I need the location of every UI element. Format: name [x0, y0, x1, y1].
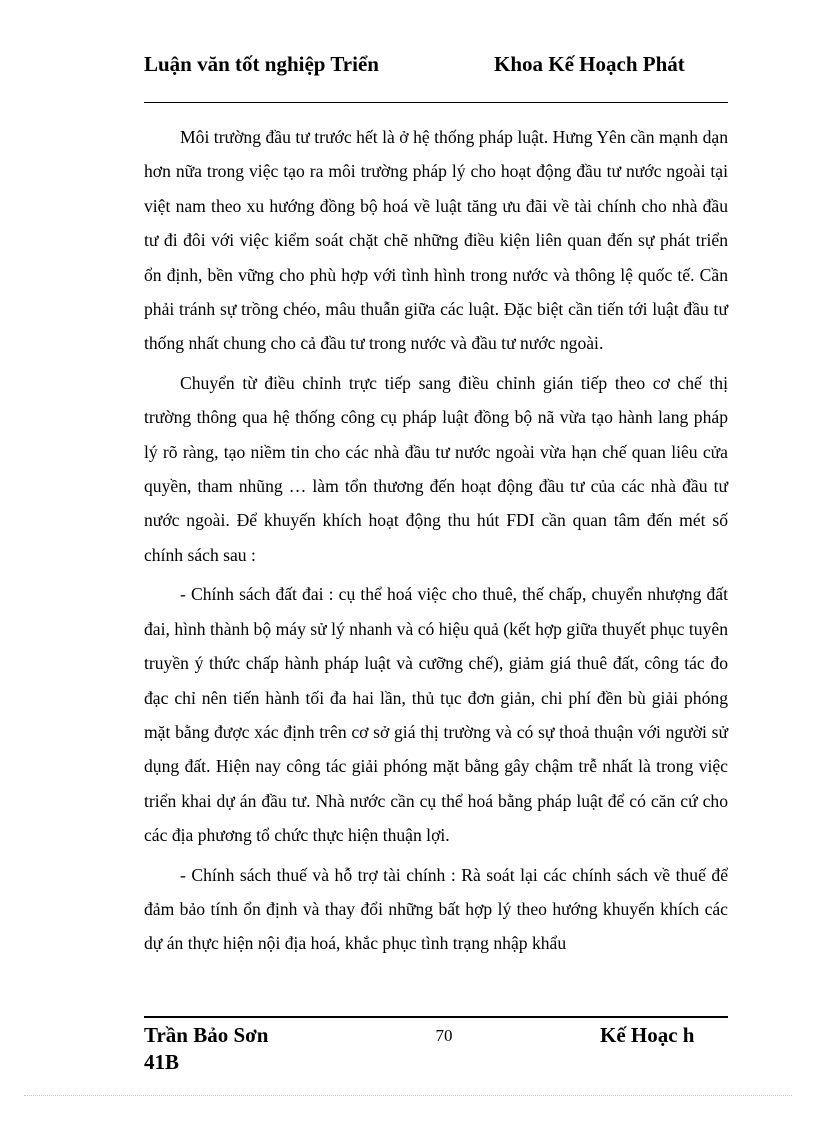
paragraph: Chuyển từ điều chỉnh trực tiếp sang điều chỉnh gián tiếp theo cơ chế thị trường thông qua hệ thống công cụ pháp luật đồng bộ nã vừa tạo hành lang pháp lý rõ ràng, tạo niềm tin cho các nhà đầu tư nước ngoài vừa hạn chế quan liêu cửa quyền, tham nhũng … làm tổn thương đến hoạt động đầu tư của các nhà đầu tư nước ngoài. Để khuyến khích hoạt động thu hút FDI cần quan tâm đến mét số chính sách sau : [144, 372, 728, 565]
footer-author: Trần Bảo Sơn 41B [144, 1023, 269, 1074]
paragraph: - Chính sách đất đai : cụ thể hoá việc cho thuê, thế chấp, chuyển nhượng đất đai, hình thành bộ máy sử lý nhanh và có hiệu quả (kết hợp giữa thuyết phục tuyên truyền ý thức chấp hành pháp luật và cưỡng chế), giảm giá thuê đất, công tác đo đạc chỉ nên tiến hành tối đa hai lần, thủ tục đơn giản, chi phí đền bù giải phóng mặt bằng được xác định trên cơ sở giá thị trường và có sự thoả thuận với người sử dụng đất. Hiện nay công tác giải phóng mặt bằng gây chậm trễ nhất là trong việc triển khai dự án đầu tư. Nhà nước cần cụ thể hoá bằng pháp luật để có căn cứ cho các địa phương tổ chức thực hiện thuận lợi. [144, 584, 728, 846]
footer-major: Kế Hoạc h [600, 1023, 695, 1047]
header-thesis-title: Luận văn tốt nghiệp Triển [144, 52, 379, 76]
paragraph: Môi trường đầu tư trước hết là ở hệ thống pháp luật. Hưng Yên cần mạnh dạn hơn nữa trong việc tạo ra môi trường pháp lý cho hoạt động đầu tư nước ngoài tại việt nam theo xu hướng đồng bộ hoá về luật tăng ưu đãi về tài chính cho nhà đầu tư đi đôi với việc kiểm soát chặt chẽ những điều kiện liên quan đến sự phát triển ổn định, bền vững cho phù hợp với tình hình trong nước và thông lệ quốc tế. Cần phải tránh sự trồng chéo, mâu thuẫn giữa các luật. Đặc biệt cần tiến tới luật đầu tư thống nhất chung cho cả đầu tư trong nước và đầu tư nước ngoài. [144, 127, 728, 354]
paragraph: - Chính sách thuế và hỗ trợ tài chính : Rà soát lại các chính sách về thuế để đảm bảo tính ổn định và thay đổi những bất hợp lý theo hướng khuyến khích các dự án thực hiện nội địa hoá, khắc phục tình trạng nhập khẩu [144, 864, 728, 954]
page-edge-divider [24, 1095, 792, 1096]
page-number: 70 [435, 1026, 453, 1045]
header-divider [144, 102, 728, 103]
header-department: Khoa Kế Hoạch Phát [494, 52, 685, 76]
footer-divider [144, 1016, 728, 1018]
body-text [144, 120, 728, 966]
